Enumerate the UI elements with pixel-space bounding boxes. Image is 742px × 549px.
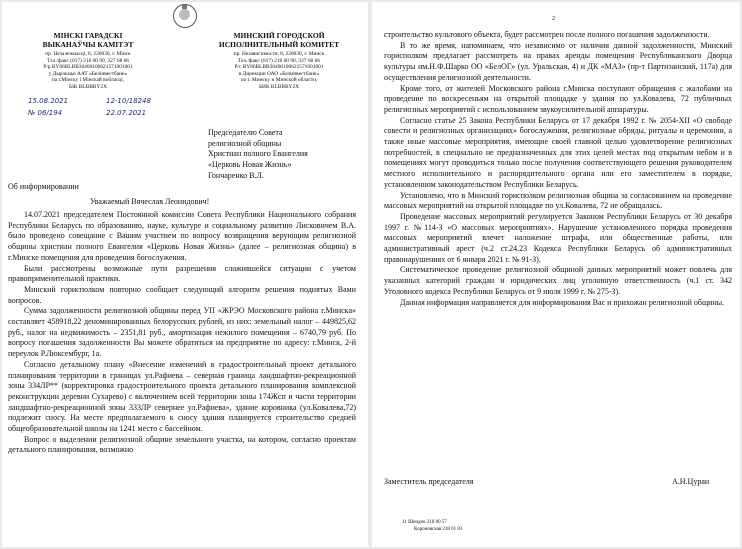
state-emblem-icon	[173, 4, 197, 28]
letter-page-1	[2, 2, 368, 547]
handwritten-reference: 12-10/18248	[106, 97, 151, 105]
handwritten-number: № 06/194	[28, 109, 63, 117]
footer-executor-2: Короновская 218 01 83	[414, 527, 463, 532]
handwritten-date-2: 22.07.2021	[106, 109, 147, 117]
paragraph: Минский горисполком повторно сообщает следующий алгоритм решения поднятых Вами вопросов.	[8, 284, 356, 305]
paragraph: Согласно детальному плану «Внесение изменений в градостроительный проект детального планирования территории в границах ул.Рафиева – северная граница ландшафтно-рекреационной зоны 334ЛР** (корректировка градостроительного проекта детального планирования комплексной реконструкции деревни Сухарево) с включением всей территории зоны 174Жсп и части территории ландшафтно-рекреационной зоны 333ЛР севернее ул.Рафиева», здание коровника (ул.Ковалева,72) подлежит сносу. На месте предполагаемого к сносу здания планируется строительство средней общеобразовательной школы на 1241 место с бассейном.	[8, 359, 356, 434]
letter-page-2	[372, 2, 740, 547]
paragraph: Данная информация направляется для информирования Вас и прихожан религиозной общины.	[400, 297, 725, 307]
handwritten-date-1: 15.08.2021	[28, 97, 69, 105]
page1-body	[8, 210, 356, 456]
header-right-details: пр. Независимости, 8, 220030, г. Минск Тел./факс (017) 218 00 90, 327 68 66 Р/с BY86BLBB30400100621571001001 в Дирекции ОАО «Белинвестбанк» по г. Минску и Минской области, БИК BLBBBY2X	[233, 51, 325, 90]
paragraph: Были рассмотрены возможные пути разрешения сложившейся ситуации с учетом правоприменительной практики.	[8, 263, 356, 284]
paragraph: Сумма задолженности религиозной общины перед УП «ЖРЭО Московского района г.Минска» составляет 458918,22 деноминированных белорусских рублей, из них: земельный налог – 449825,62 руб., налог на недвижимость – 2351,81 руб., амортизация нежилого помещения – 6740,79 руб. По вопросу погашения задолженности Вы можете обратиться на предприятие по адресу: г.Минск, 2-й переулок Р.Люксембург, 1а.	[8, 306, 356, 359]
page2-body	[384, 30, 732, 308]
header-left-details: пр. Незалежнасці, 8, 220030, г. Мінск Тэл./факс (017) 218 00 90, 327 68 66 Р/р BY86BLBB30400100621571001001 у Дырэкцыі ААТ «Белінвестбанк» па г.Мінску і Мінскай вобласці, БІК BLBBBY2X	[43, 51, 133, 90]
paragraph: Проведение массовых мероприятий регулируется Законом Республики Беларусь от 30 декабря 1997 г. №114-З «О массовых мероприятиях». Нарушение установленного порядка проведения массовых мероприятий влечет наложение штрафа, или общественные работы, или административный арест (ч.2 ст.24.23 Кодекса Республики Беларусь об административных правонарушениях от 6 января 2021 г. № 91-З).	[384, 211, 732, 264]
paragraph: Систематическое проведение религиозной общиной данных мероприятий может повлечь для указанных категорий граждан и юридических лиц уголовную ответственность (ч.1 ст. 342 Уголовного кодекса Республики Беларусь от 9 июля 1999 г. № 275-З).	[384, 265, 732, 296]
paragraph: Кроме того, от жителей Московского района г.Минска поступают обращения с жалобами на проведение по воскресеньям на открытой площадке у здания по ул.Ковалева, 72 публичных религиозных мероприятий с использованием звукоусилительной аппаратуры.	[384, 83, 732, 114]
subject-line: Об информировании	[8, 182, 79, 191]
signature-title: Заместитель председателя	[384, 477, 474, 486]
header-right-title: МИНСКИЙ ГОРОДСКОЙ ИСПОЛНИТЕЛЬНЫЙ КОМИТЕТ	[218, 31, 340, 49]
header-left-title: МІНСКІ ГАРАДСКІ ВЫКАНАЎЧЫ КАМІТЭТ	[42, 31, 134, 49]
paragraph: В то же время, напоминаем, что независимо от наличия данной задолженности, Минский горисполком предлагает рассмотреть на правах аренды помещения Республиканского Дворца культуры им.Н.Ф.Шарко ОО «БелОГ» (ул. Уральская, 4) и ДК «МАЗ» (пр-т Партизанский, 117а) для осуществления религиозной деятельности.	[384, 40, 732, 82]
paragraph: строительство культового объекта, будет рассмотрен после полного погашения задолженности.	[384, 30, 710, 39]
addressee-block: Председателю Совета религиозной общины Христиан полного Евангелия «Церковь Новая Жизнь» Гончаренко В.Л.	[208, 128, 308, 180]
paragraph: Установлено, что в Минский горисполком религиозная община за согласованием на проведение массовых мероприятий на открытой площадке по ул.Ковалева, 72 не обращалась.	[384, 190, 732, 211]
footer-executor: 11 Шендик 218 00 57	[402, 520, 447, 525]
paragraph: 14.07.2021 председателем Постоянной комиссии Совета Республики Национального собрания Республики Беларусь по образованию, науке, культуре и социальному развитию Лисковичем В.А. было проведено совещание с Вашим участием по вопросу возвращения верующим религиозной общины христиан полного Евангелия «Церковь Новая Жизнь» (далее – религиозная община) в г.Минске помещения для проведения богослужения.	[8, 210, 356, 262]
paragraph: Согласно статье 25 Закона Республики Беларусь от 17 декабря 1992 г. № 2054-XII «О свободе совести и религиозных организациях» богослужения, религиозные обряды, ритуалы и церемонии, а также иные массовые мероприятия, имеющие своей главной целью удовлетворение религиозных потребностей, в специально не предназначенных для этих целей местах под открытым небом и в помещениях могут проводиться только после получения соответствующего решения руководителем местного исполнительного и распорядительного органа или его заместителем в порядке, установленном законодательством Республики Беларусь.	[384, 115, 732, 189]
signature-name: А.Н.Цуран	[672, 477, 710, 486]
paragraph: Вопрос о выделении религиозной общине земельного участка, на котором, согласно проектам детального планирования, возможно	[8, 434, 356, 455]
salutation: Уважаемый Вячеслав Леонидович!	[90, 197, 210, 206]
page-number: 2	[552, 16, 555, 22]
